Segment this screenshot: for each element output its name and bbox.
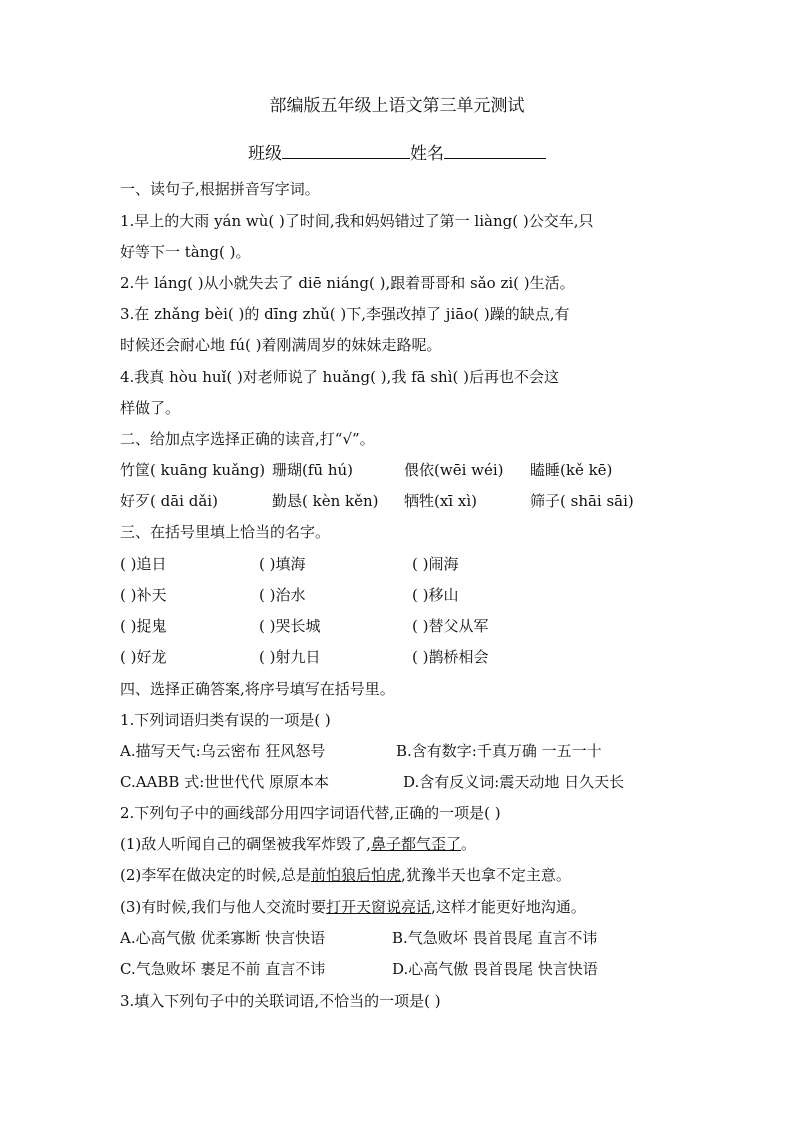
s1-q1-line1: 1.早上的大雨 yán wù( )了时间,我和妈妈错过了第一 liàng( )公交车,只 bbox=[120, 212, 594, 230]
sentence-text: (3)有时候,我们与他人交流时要 bbox=[120, 898, 327, 916]
s3-item: ( )治水 bbox=[259, 586, 306, 604]
s2-item: 珊瑚(fū hú) bbox=[272, 461, 354, 479]
section-4-heading: 四、选择正确答案,将序号填写在括号里。 bbox=[120, 680, 395, 698]
s4-q2-sentence-3 bbox=[120, 896, 680, 918]
s2-item: 勤恳( kèn kěn) bbox=[272, 492, 379, 510]
name-blank[interactable] bbox=[444, 142, 546, 159]
s4-q1: 1.下列词语归类有误的一项是( ) bbox=[120, 711, 331, 729]
s4-q1-option-a: A.描写天气:乌云密布 狂风怒号 bbox=[120, 742, 326, 760]
s4-q1-option-c: C.AABB 式:世世代代 原原本本 bbox=[120, 773, 330, 791]
name-label: 姓名 bbox=[410, 144, 444, 164]
underlined-phrase: 鼻子都气歪了 bbox=[371, 835, 462, 853]
s1-q3-line2: 时候还会耐心地 fú( )着刚满周岁的妹妹走路呢。 bbox=[120, 336, 442, 354]
class-name-line bbox=[0, 142, 794, 166]
s4-q2-sentence-2 bbox=[120, 864, 680, 886]
section-2-heading: 二、给加点字选择正确的读音,打“√”。 bbox=[120, 430, 375, 448]
class-blank[interactable] bbox=[282, 142, 410, 159]
s4-q2-option-b: B.气急败坏 畏首畏尾 直言不讳 bbox=[392, 929, 598, 947]
s2-item: 瞌睡(kě kē) bbox=[530, 461, 613, 479]
s4-q2-sentence-1 bbox=[120, 833, 680, 855]
s3-item: ( )填海 bbox=[259, 555, 306, 573]
sentence-text: (1)敌人听闻自己的碉堡被我军炸毁了, bbox=[120, 835, 372, 853]
s4-q2-option-a: A.心高气傲 优柔寡断 快言快语 bbox=[120, 929, 326, 947]
s3-item: ( )鹊桥相会 bbox=[412, 648, 489, 666]
s3-item: ( )哭长城 bbox=[259, 617, 321, 635]
s1-q2: 2.牛 láng( )从小就失去了 diē niáng( ),跟着哥哥和 sǎo zi( )生活。 bbox=[120, 274, 575, 292]
s1-q4-line2: 样做了。 bbox=[120, 399, 181, 417]
underlined-phrase: 前怕狼后怕虎 bbox=[311, 866, 402, 884]
s2-item: 好歹( dāi dǎi) bbox=[120, 492, 218, 510]
s4-q1-option-d: D.含有反义词:震天动地 日久天长 bbox=[403, 773, 625, 791]
s2-item: 偎依(wēi wéi) bbox=[404, 461, 504, 479]
underlined-phrase: 打开天窗说亮话 bbox=[326, 898, 432, 916]
page-title: 部编版五年级上语文第三单元测试 bbox=[269, 96, 525, 116]
s4-q1-option-b: B.含有数字:千真万确 一五一十 bbox=[396, 742, 602, 760]
s1-q3-line1: 3.在 zhǎng bèi( )的 dīng zhǔ( )下,李强改掉了 jiāo( )躁的缺点,有 bbox=[120, 305, 570, 323]
section-3-heading: 三、在括号里填上恰当的名字。 bbox=[120, 523, 331, 541]
sentence-text: (2)李军在做决定的时候,总是 bbox=[120, 866, 312, 884]
class-label: 班级 bbox=[248, 144, 282, 164]
s1-q1-line2: 好等下一 tàng( )。 bbox=[120, 243, 251, 261]
s4-q3: 3.填入下列句子中的关联词语,不恰当的一项是( ) bbox=[120, 992, 441, 1010]
sentence-text: ,犹豫半天也拿不定主意。 bbox=[401, 866, 571, 884]
s3-item: ( )移山 bbox=[412, 586, 459, 604]
s2-item: 牺牲(xī xì) bbox=[404, 492, 477, 510]
s3-item: ( )捉鬼 bbox=[120, 617, 167, 635]
s4-q2: 2.下列句子中的画线部分用四字词语代替,正确的一项是( ) bbox=[120, 804, 501, 822]
s3-item: ( )追日 bbox=[120, 555, 167, 573]
s1-q4-line1: 4.我真 hòu huǐ( )对老师说了 huǎng( ),我 fā shì( )后再也不会这 bbox=[120, 368, 559, 386]
section-1-heading: 一、读句子,根据拼音写字词。 bbox=[120, 180, 320, 198]
s3-item: ( )补天 bbox=[120, 586, 167, 604]
s3-item: ( )射九日 bbox=[259, 648, 321, 666]
s4-q2-option-c: C.气急败坏 裹足不前 直言不讳 bbox=[120, 960, 326, 978]
sentence-text: 。 bbox=[461, 835, 477, 853]
s3-item: ( )好龙 bbox=[120, 648, 167, 666]
sentence-text: ,这样才能更好地沟通。 bbox=[431, 898, 586, 916]
s4-q2-option-d: D.心高气傲 畏首畏尾 快言快语 bbox=[392, 960, 598, 978]
s3-item: ( )替父从军 bbox=[412, 617, 489, 635]
s3-item: ( )闹海 bbox=[412, 555, 459, 573]
s2-item: 筛子( shāi sāi) bbox=[530, 492, 634, 510]
s2-item: 竹筐( kuāng kuǎng) bbox=[120, 461, 266, 479]
